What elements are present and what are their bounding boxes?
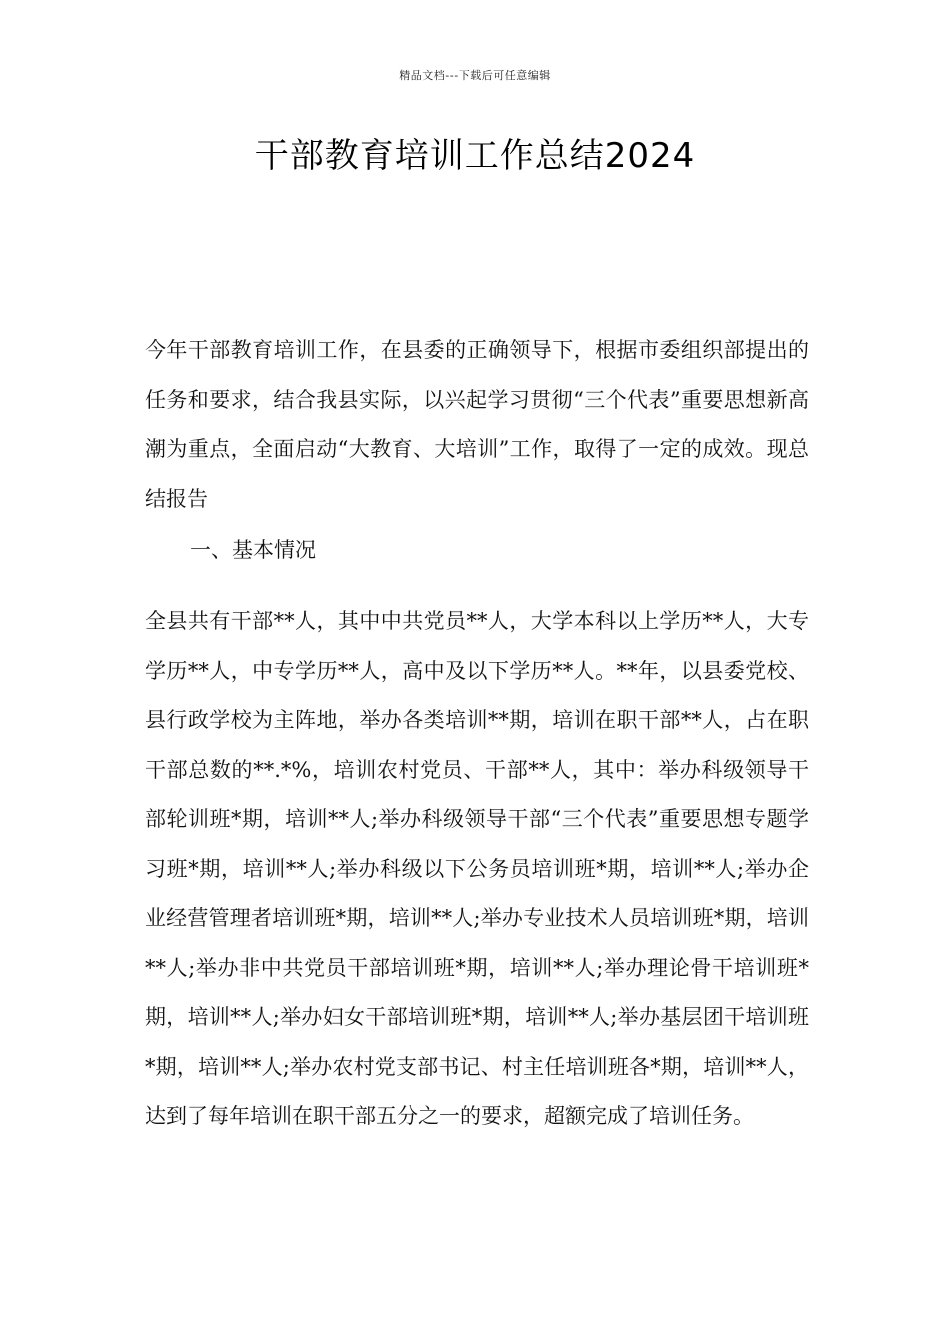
section-heading: 一、基本情况 <box>190 538 316 562</box>
body-paragraph: 全县共有干部**人，其中中共党员**人，大学本科以上学历**人，大专学历**人，中专学历**人，高中及以下学历**人。**年，以县委党校、县行政学校为主阵地，举办各类培训**期，培训在职干部**人，占在职干部总数的**.*%，培训农村党员、干部**人，其中：举办科级领导干部轮训班*期，培训**人;举办科级领导干部“三个代表”重要思想专题学习班*期，培训**人;举办科级以下公务员培训班*期，培训**人;举办企业经营管理者培训班*期，培训**人;举办专业技术人员培训班*期，培训**人;举办非中共党员干部培训班*期，培训**人;举办理论骨干培训班*期，培训**人;举办妇女干部培训班*期，培训**人;举办基层团干培训班*期，培训**人;举办农村党支部书记、村主任培训班各*期，培训**人，达到了每年培训在职干部五分之一的要求，超额完成了培训任务。 <box>145 609 809 1128</box>
document-title: 干部教育培训工作总结2024 <box>254 136 696 176</box>
intro-paragraph: 今年干部教育培训工作，在县委的正确领导下，根据市委组织部提出的任务和要求，结合我县实际，以兴起学习贯彻“三个代表”重要思想新高潮为重点，全面启动“大教育、大培训”工作，取得了一定的成效。现总结报告 <box>145 338 809 511</box>
header-note: 精品文档---下载后可任意编辑 <box>399 69 551 82</box>
